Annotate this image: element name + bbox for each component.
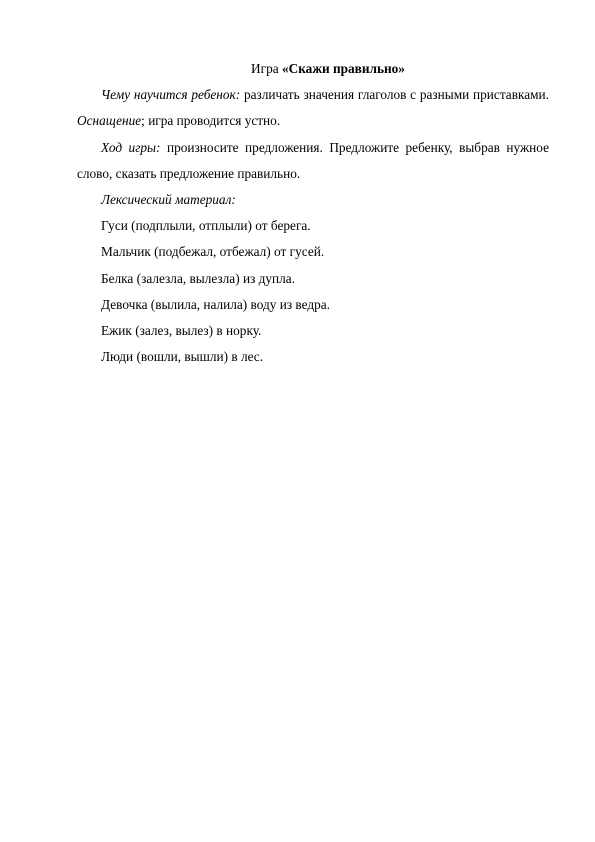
procedure-paragraph	[77, 135, 549, 187]
lexical-material-list	[77, 213, 549, 370]
title-prefix: Игра	[251, 61, 282, 76]
goal-text: различать значения глаголов с разными приставками.	[240, 87, 549, 103]
equipment-label: Оснащение	[77, 113, 142, 129]
title-game-name: «Скажи правильно»	[281, 61, 405, 76]
list-item: Гуси (подплыли, отплыли) от берега.	[101, 218, 311, 234]
goal-label: Чему научится ребенок:	[101, 87, 241, 103]
page-title	[77, 56, 549, 82]
list-item: Мальчик (подбежал, отбежал) от гусей.	[101, 244, 325, 260]
goal-paragraph	[77, 82, 549, 134]
list-item: Белка (залезла, вылезла) из дупла.	[101, 270, 296, 286]
procedure-label: Ход игры:	[101, 139, 161, 155]
list-item: Ежик (залез, вылез) в норку.	[101, 323, 262, 339]
procedure-text: произносите предложения. Предложите ребенку, выбрав нужное слово, сказать предложение правильно.	[77, 139, 549, 181]
list-item: Люди (вошли, вышли) в лес.	[101, 349, 264, 365]
list-item: Девочка (вылила, налила) воду из ведра.	[101, 296, 331, 312]
document-body	[77, 56, 549, 370]
equipment-text: ; игра проводится устно.	[141, 113, 281, 129]
lexical-material-label: Лексический материал:	[101, 192, 236, 208]
